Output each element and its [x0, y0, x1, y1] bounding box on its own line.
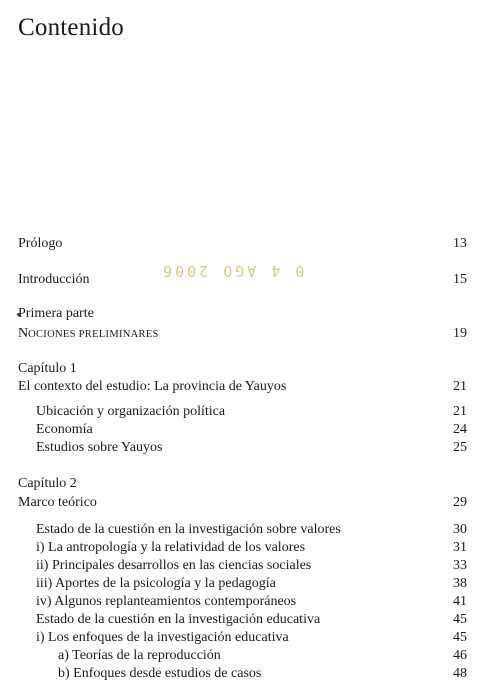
- toc-entry-antropologia[interactable]: i) La antropología y la relatividad de los valores: [36, 540, 306, 555]
- library-stamp: 0 4 AGO 2006: [160, 262, 305, 280]
- toc-page-estado-educativa: 45: [453, 612, 467, 627]
- toc-entry-replanteamientos[interactable]: iv) Algunos replanteamientos contemporáneos: [36, 594, 297, 609]
- toc-entry-ubicacion[interactable]: Ubicación y organización política: [36, 404, 226, 419]
- toc-part-label: Primera parte: [18, 306, 94, 321]
- toc-page-nociones-preliminares: 19: [453, 326, 467, 341]
- toc-entry-psicologia[interactable]: iii) Aportes de la psicología y la pedagogía: [36, 576, 276, 591]
- toc-page-marco-teorico: 29: [453, 495, 467, 510]
- toc-entry-enfoques[interactable]: i) Los enfoques de la investigación educativa: [36, 630, 289, 645]
- toc-page-estudios-casos: 48: [453, 666, 467, 681]
- toc-page-psicologia: 38: [453, 576, 467, 591]
- toc-page-introduccion: 15: [453, 272, 467, 287]
- toc-page-replanteamientos: 41: [453, 594, 467, 609]
- toc-entry-prologo[interactable]: Prólogo: [18, 236, 63, 251]
- toc-entry-text-rest: OCIONES PRELIMINARES: [28, 329, 159, 340]
- toc-page-estado-valores: 30: [453, 522, 467, 537]
- toc-entry-nociones-preliminares[interactable]: [18, 326, 159, 343]
- toc-page-ubicacion: 21: [453, 404, 467, 419]
- toc-entry-ciencias-sociales[interactable]: ii) Principales desarrollos en las ciencias sociales: [36, 558, 312, 573]
- page-title: Contenido: [18, 14, 124, 41]
- toc-entry-estudios-casos[interactable]: b) Enfoques desde estudios de casos: [58, 666, 262, 681]
- toc-entry-estado-educativa[interactable]: Estado de la cuestión en la investigación educativa: [36, 612, 321, 627]
- toc-entry-teorias-reproduccion[interactable]: a) Teorías de la reproducción: [58, 648, 221, 663]
- toc-chapter-label: Capítulo 1: [18, 361, 77, 376]
- toc-entry-text-first: N: [18, 326, 29, 341]
- toc-page-antropologia: 31: [453, 540, 467, 555]
- toc-entry-marco-teorico[interactable]: Marco teórico: [18, 495, 97, 510]
- toc-page-enfoques: 45: [453, 630, 467, 645]
- toc-entry-economia[interactable]: Economía: [36, 422, 93, 437]
- toc-entry-estudios-yauyos[interactable]: Estudios sobre Yauyos: [36, 440, 163, 455]
- toc-page-ciencias-sociales: 33: [453, 558, 467, 573]
- toc-entry-estado-valores[interactable]: Estado de la cuestión en la investigación sobre valores: [36, 522, 341, 537]
- toc-page-estudios-yauyos: 25: [453, 440, 467, 455]
- toc-page-prologo: 13: [453, 236, 467, 251]
- toc-page-economia: 24: [453, 422, 467, 437]
- toc-chapter-label-2: Capítulo 2: [18, 476, 77, 491]
- toc-page-contexto-estudio: 21: [453, 379, 467, 394]
- toc-page-teorias-reproduccion: 46: [453, 648, 467, 663]
- toc-entry-introduccion[interactable]: Introducción: [18, 272, 90, 287]
- toc-entry-contexto-estudio[interactable]: El contexto del estudio: La provincia de Yauyos: [18, 379, 287, 394]
